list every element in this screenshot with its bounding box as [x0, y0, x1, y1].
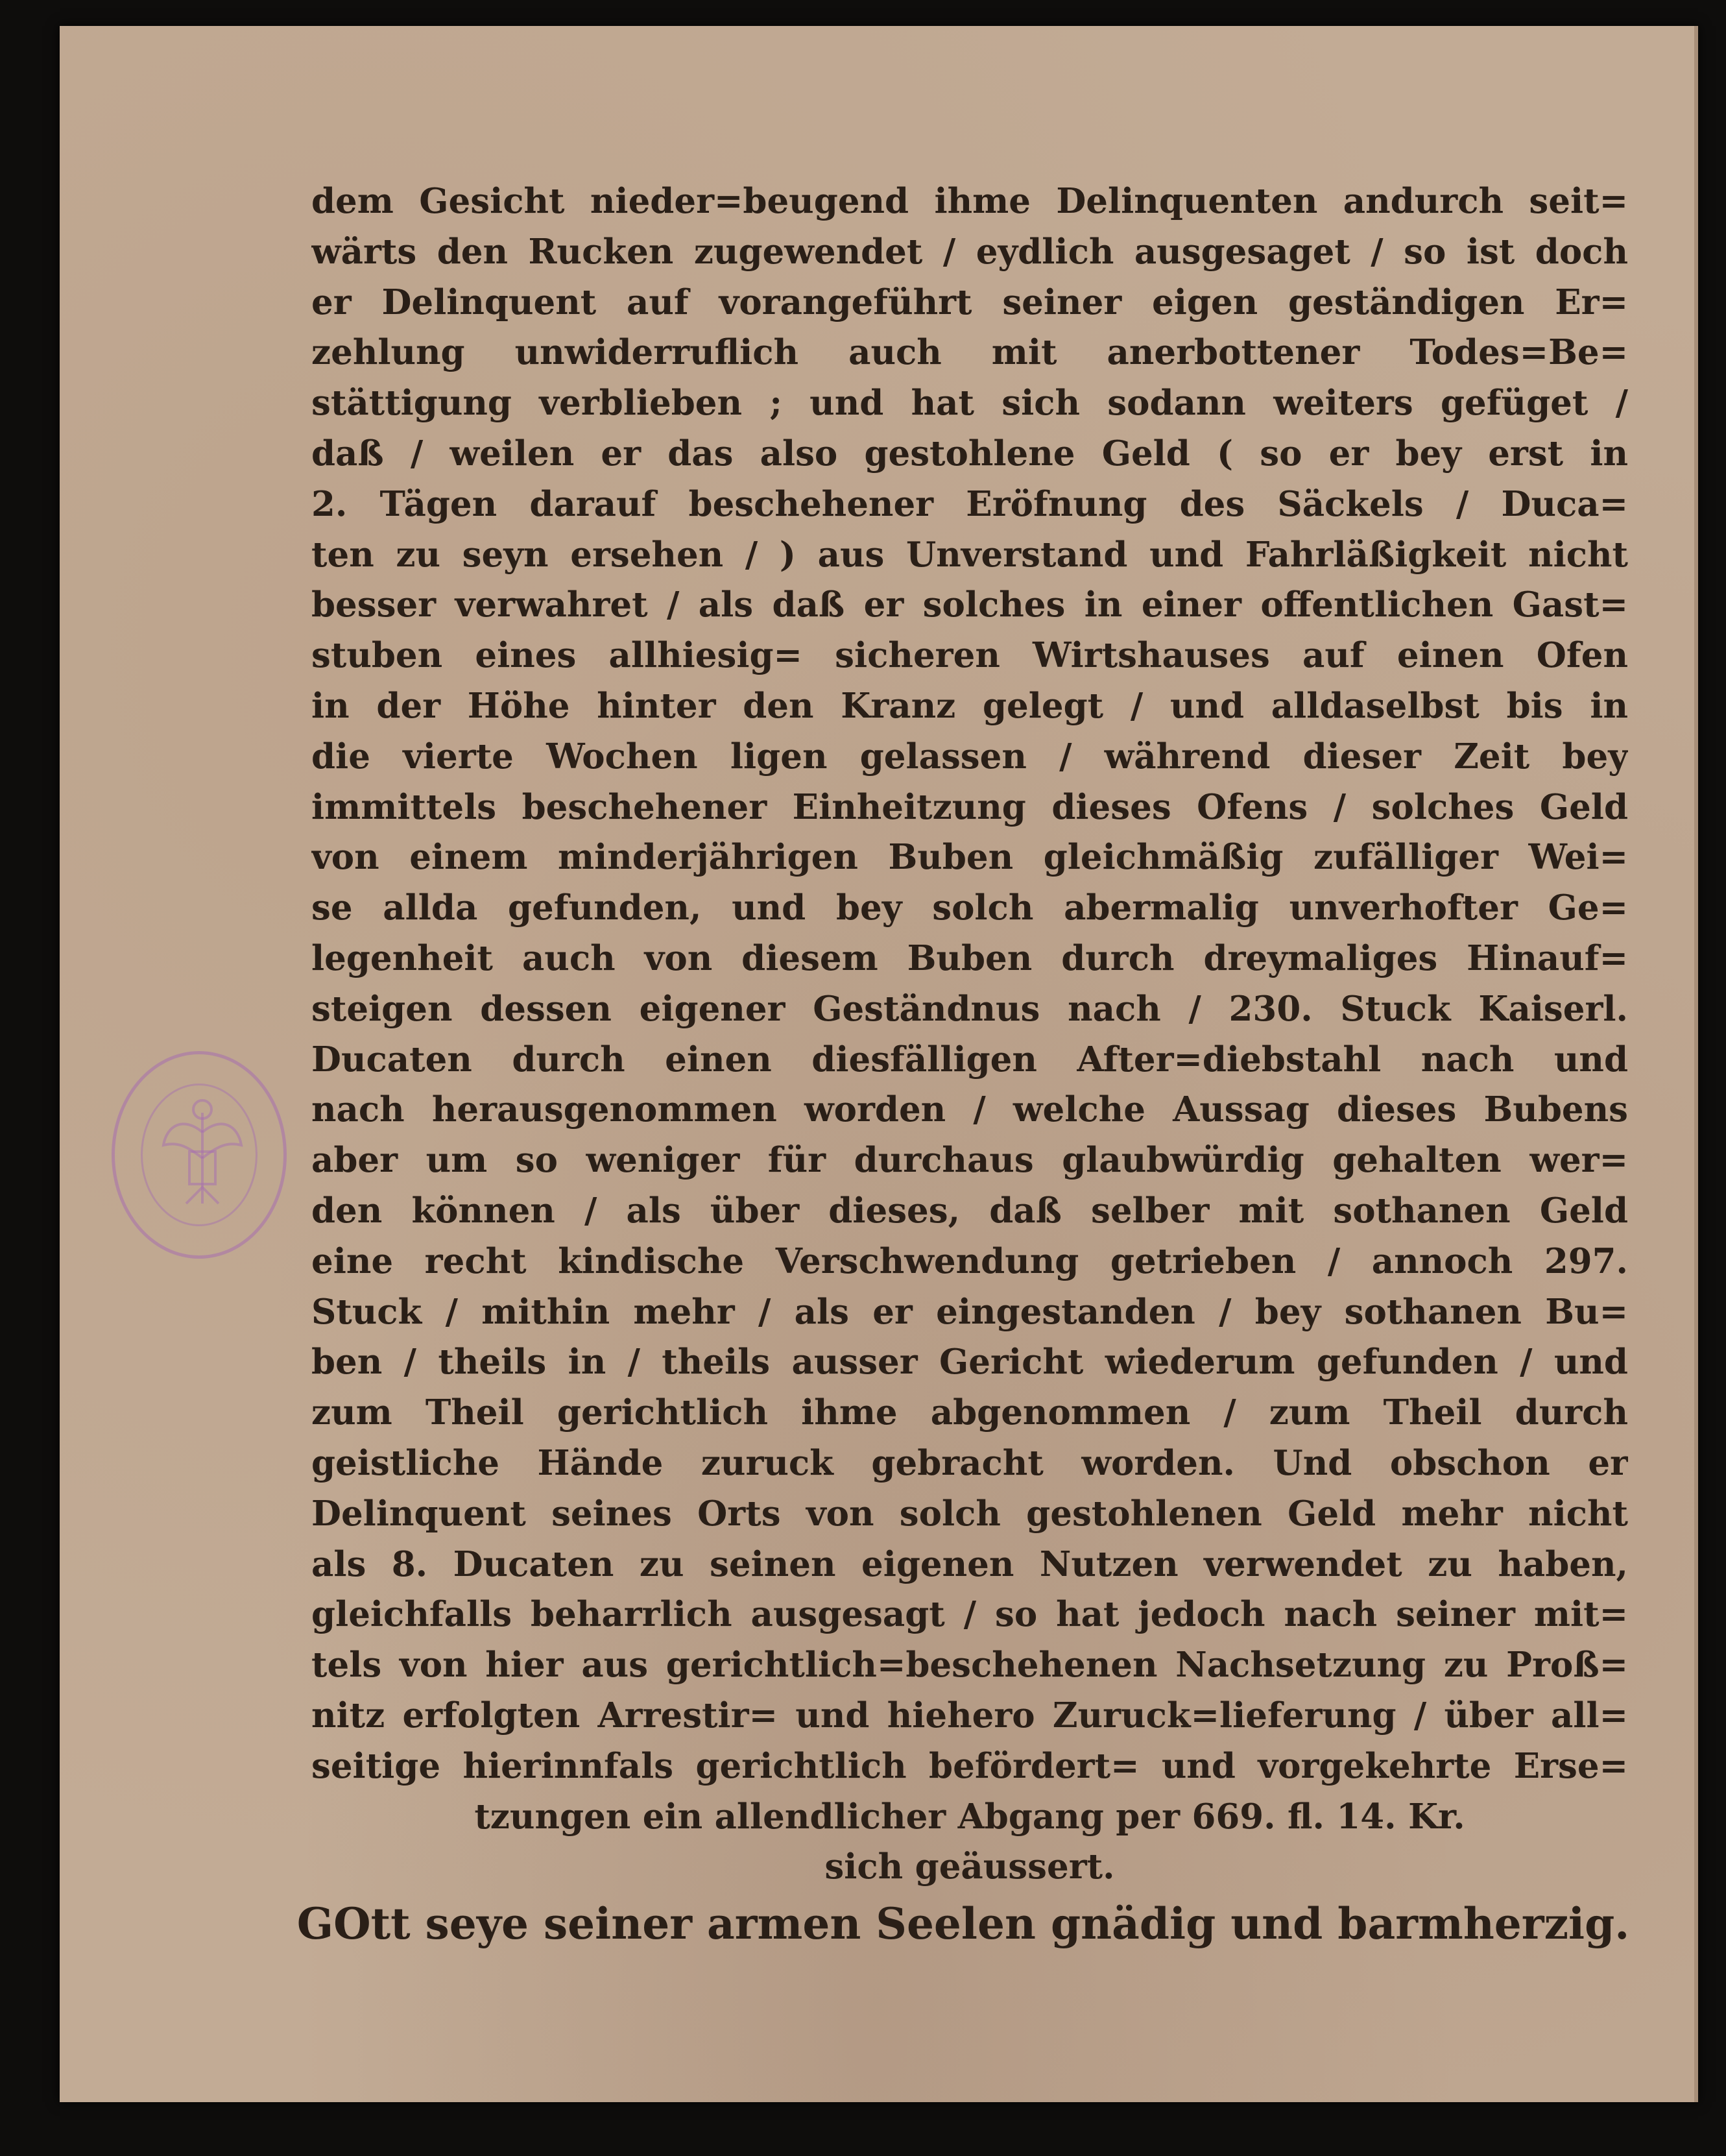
text-line: zum Theil gerichtlich ihme abgenommen / zum Theil durch — [311, 1392, 1628, 1433]
text-line: von einem minderjährigen Buben gleichmäßig zufälliger Wei= — [311, 837, 1628, 878]
text-line: dem Gesicht nieder=beugend ihme Delinquenten andurch seit= — [311, 181, 1628, 221]
text-line: den können / als über dieses, daß selber mit sothanen Geld — [311, 1190, 1628, 1231]
text-line: Stuck / mithin mehr / als er eingestanden / bey sothanen Bu= — [311, 1291, 1628, 1332]
text-line: nitz erfolgten Arrestir= und hiehero Zuruck=lieferung / über all= — [311, 1695, 1628, 1736]
text-line: se allda gefunden, und bey solch abermalig unverhofter Ge= — [311, 888, 1628, 928]
text-line: seitige hierinnfals gerichtlich befördert= und vorgekehrte Erse= — [311, 1745, 1628, 1786]
text-line: tels von hier aus gerichtlich=beschehenen Nachsetzung zu Proß= — [311, 1645, 1628, 1686]
text-line: als 8. Ducaten zu seinen eigenen Nutzen verwendet zu haben, — [311, 1544, 1628, 1584]
text-line: ben / theils in / theils ausser Gericht wiederum gefunden / und — [311, 1342, 1628, 1383]
text-line: zehlung unwiderruflich auch mit anerbottener Todes=Be= — [311, 332, 1628, 373]
text-line: Delinquent seines Orts von solch gestohlenen Geld mehr nicht — [311, 1493, 1628, 1534]
body-text — [296, 176, 1630, 1955]
text-line: nach herausgenommen worden / welche Aussag dieses Bubens — [311, 1089, 1628, 1130]
text-line: er Delinquent auf vorangeführt seiner eigen geständigen Er= — [311, 282, 1628, 322]
text-line: Ducaten durch einen diesfälligen After=diebstahl nach und — [311, 1039, 1628, 1080]
text-line: tzungen ein allendlicher Abgang per 669. fl. 14. Kr. — [474, 1796, 1465, 1837]
text-line: aber um so weniger für durchaus glaubwürdig gehalten wer= — [311, 1140, 1628, 1181]
text-line: immittels beschehener Einheitzung dieses Ofens / solches Geld — [311, 786, 1628, 827]
text-line: besser verwahret / als daß er solches in einer offentlichen Gast= — [311, 585, 1628, 625]
text-line: in der Höhe hinter den Kranz gelegt / und alldaselbst bis in — [311, 685, 1628, 726]
text-line: daß / weilen er das also gestohlene Geld ( so er bey erst in — [311, 433, 1628, 474]
closing-line: GOtt seye seiner armen Seelen gnädig und barmherzig. — [296, 1898, 1630, 1950]
text-line: wärts den Rucken zugewendet / eydlich ausgesaget / so ist doch — [311, 231, 1628, 272]
library-stamp — [112, 1051, 287, 1259]
text-line: steigen dessen eigener Geständnus nach / 230. Stuck Kaiserl. — [311, 988, 1628, 1029]
text-line: stättigung verblieben ; und hat sich sodann weiters gefüget / — [311, 383, 1628, 424]
text-line: ten zu seyn ersehen / ) aus Unverstand und Fahrläßigkeit nicht — [311, 534, 1628, 575]
text-line: die vierte Wochen ligen gelassen / während dieser Zeit bey — [311, 736, 1628, 777]
stamp-eagle-icon — [115, 1054, 290, 1262]
text-line: legenheit auch von diesem Buben durch dreymaliges Hinauf= — [311, 938, 1628, 978]
text-line: gleichfalls beharrlich ausgesagt / so hat jedoch nach seiner mit= — [311, 1594, 1628, 1635]
text-line: geistliche Hände zuruck gebracht worden. Und obschon er — [311, 1442, 1628, 1483]
text-line: eine recht kindische Verschwendung getrieben / annoch 297. — [311, 1241, 1628, 1281]
text-line-centered: sich geäussert. — [824, 1847, 1115, 1887]
text-line: 2. Tägen darauf beschehener Eröfnung des Säckels / Duca= — [311, 483, 1628, 524]
document-page — [60, 26, 1698, 2102]
text-line: stuben eines allhiesig= sicheren Wirtshauses auf einen Ofen — [311, 635, 1628, 676]
